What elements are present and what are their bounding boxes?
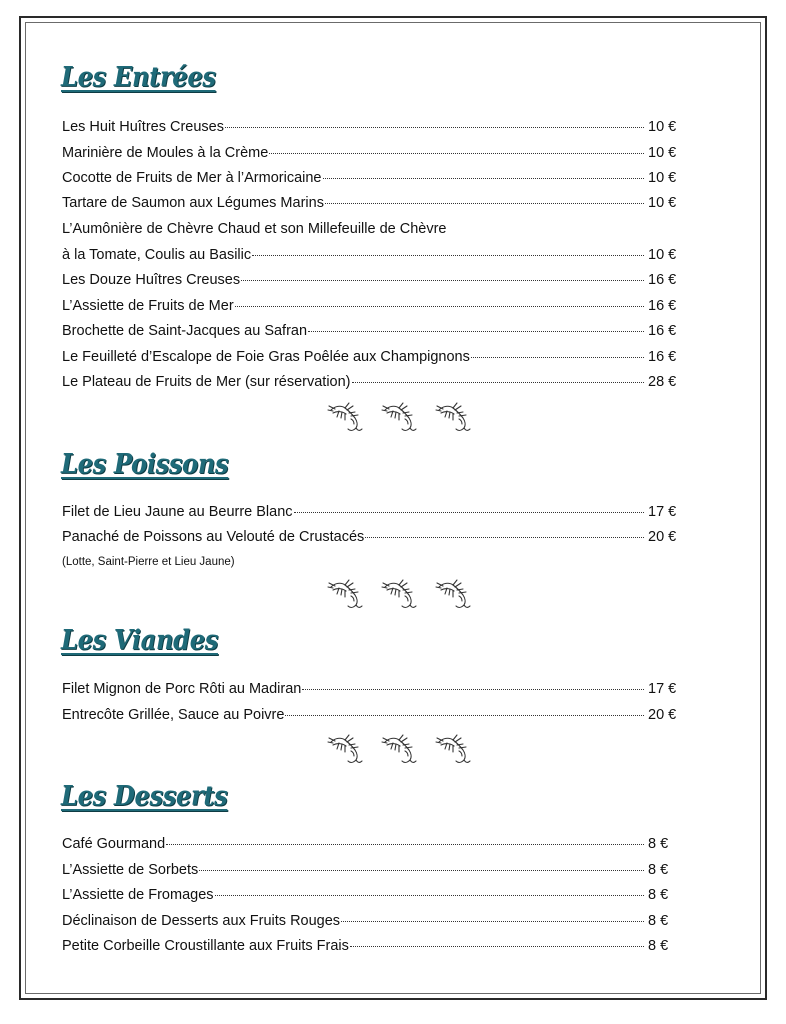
item-name: Les Huit Huîtres Creuses — [62, 119, 224, 135]
item-price: 10 € — [648, 145, 677, 161]
lobster-icon — [379, 400, 419, 434]
menu-item — [62, 268, 682, 292]
dot-leader — [352, 382, 644, 383]
item-name: Brochette de Saint-Jacques au Safran — [62, 323, 308, 339]
lobster-icon — [379, 732, 419, 766]
item-price: 28 € — [648, 374, 677, 390]
dot-leader — [241, 280, 644, 281]
lobster-icon — [325, 400, 365, 434]
dot-leader — [215, 895, 644, 896]
item-price: 8 € — [648, 862, 669, 878]
item-name: Petite Corbeille Croustillante aux Fruits Frais — [62, 938, 349, 954]
item-name: Déclinaison de Desserts aux Fruits Rouges — [62, 913, 341, 929]
menu-item — [62, 243, 682, 267]
item-price: 16 € — [648, 323, 677, 339]
section-title-viandes: Les Viandes — [61, 625, 218, 656]
dot-leader — [471, 357, 644, 358]
dot-leader — [166, 844, 644, 845]
item-price: 16 € — [648, 272, 677, 288]
dot-leader — [225, 127, 644, 128]
item-name: Entrecôte Grillée, Sauce au Poivre — [62, 707, 285, 723]
dot-leader — [269, 153, 644, 154]
item-price: 8 € — [648, 887, 669, 903]
menu-item — [62, 345, 682, 369]
item-price: 17 € — [648, 681, 677, 697]
dot-leader — [285, 715, 644, 716]
menu-item — [62, 319, 682, 343]
item-price: 16 € — [648, 298, 677, 314]
menu-item — [62, 525, 682, 549]
item-note: (Lotte, Saint-Pierre et Lieu Jaune) — [62, 556, 235, 568]
item-name: Marinière de Moules à la Crème — [62, 145, 269, 161]
lobster-icon — [433, 732, 473, 766]
lobster-icon — [325, 577, 365, 611]
item-name: Les Douze Huîtres Creuses — [62, 272, 241, 288]
menu-item — [62, 370, 682, 394]
menu-item — [62, 217, 682, 241]
dot-leader — [365, 537, 644, 538]
dot-leader — [323, 178, 645, 179]
dot-leader — [294, 512, 644, 513]
menu-item — [62, 934, 682, 958]
item-name: L’Aumônière de Chèvre Chaud et son Millefeuille de Chèvre — [62, 221, 447, 237]
dot-leader — [252, 255, 644, 256]
item-price: 10 € — [648, 119, 677, 135]
menu-item — [62, 832, 682, 856]
section-title-desserts: Les Desserts — [61, 781, 228, 812]
lobster-divider — [325, 400, 473, 436]
item-price: 10 € — [648, 170, 677, 186]
menu-item — [62, 141, 682, 165]
item-price: 8 € — [648, 836, 669, 852]
lobster-divider — [325, 732, 473, 768]
menu-item — [62, 191, 682, 215]
menu-item — [62, 703, 682, 727]
lobster-icon — [433, 577, 473, 611]
menu-item — [62, 166, 682, 190]
item-price: 20 € — [648, 707, 677, 723]
item-name: L’Assiette de Fromages — [62, 887, 214, 903]
item-price: 20 € — [648, 529, 677, 545]
section-title-entrees: Les Entrées — [61, 62, 216, 93]
dot-leader — [302, 689, 644, 690]
item-price: 17 € — [648, 504, 677, 520]
item-price: 8 € — [648, 938, 669, 954]
menu-item — [62, 883, 682, 907]
item-name: Filet de Lieu Jaune au Beurre Blanc — [62, 504, 293, 520]
item-name: Le Feuilleté d’Escalope de Foie Gras Poêlée aux Champignons — [62, 349, 470, 365]
item-price: 10 € — [648, 247, 677, 263]
dot-leader — [350, 946, 644, 947]
item-price: 10 € — [648, 195, 677, 211]
item-name: Panaché de Poissons au Velouté de Crustacés — [62, 529, 365, 545]
menu-item — [62, 294, 682, 318]
section-title-poissons: Les Poissons — [61, 449, 229, 480]
dot-leader — [308, 331, 644, 332]
menu-item — [62, 858, 682, 882]
item-price: 16 € — [648, 349, 677, 365]
item-name: Le Plateau de Fruits de Mer (sur réservation) — [62, 374, 351, 390]
lobster-divider — [325, 577, 473, 613]
item-name: Filet Mignon de Porc Rôti au Madiran — [62, 681, 302, 697]
item-price: 8 € — [648, 913, 669, 929]
item-name: L’Assiette de Sorbets — [62, 862, 199, 878]
dot-leader — [199, 870, 644, 871]
item-name: L’Assiette de Fruits de Mer — [62, 298, 234, 314]
menu-item — [62, 909, 682, 933]
dot-leader — [235, 306, 644, 307]
menu-item — [62, 677, 682, 701]
lobster-icon — [433, 400, 473, 434]
dot-leader — [325, 203, 644, 204]
item-name: Tartare de Saumon aux Légumes Marins — [62, 195, 324, 211]
item-name: à la Tomate, Coulis au Basilic — [62, 247, 252, 263]
item-name: Cocotte de Fruits de Mer à l’Armoricaine — [62, 170, 322, 186]
menu-item — [62, 500, 682, 524]
item-name: Café Gourmand — [62, 836, 166, 852]
menu-item — [62, 115, 682, 139]
lobster-icon — [325, 732, 365, 766]
dot-leader — [341, 921, 644, 922]
lobster-icon — [379, 577, 419, 611]
